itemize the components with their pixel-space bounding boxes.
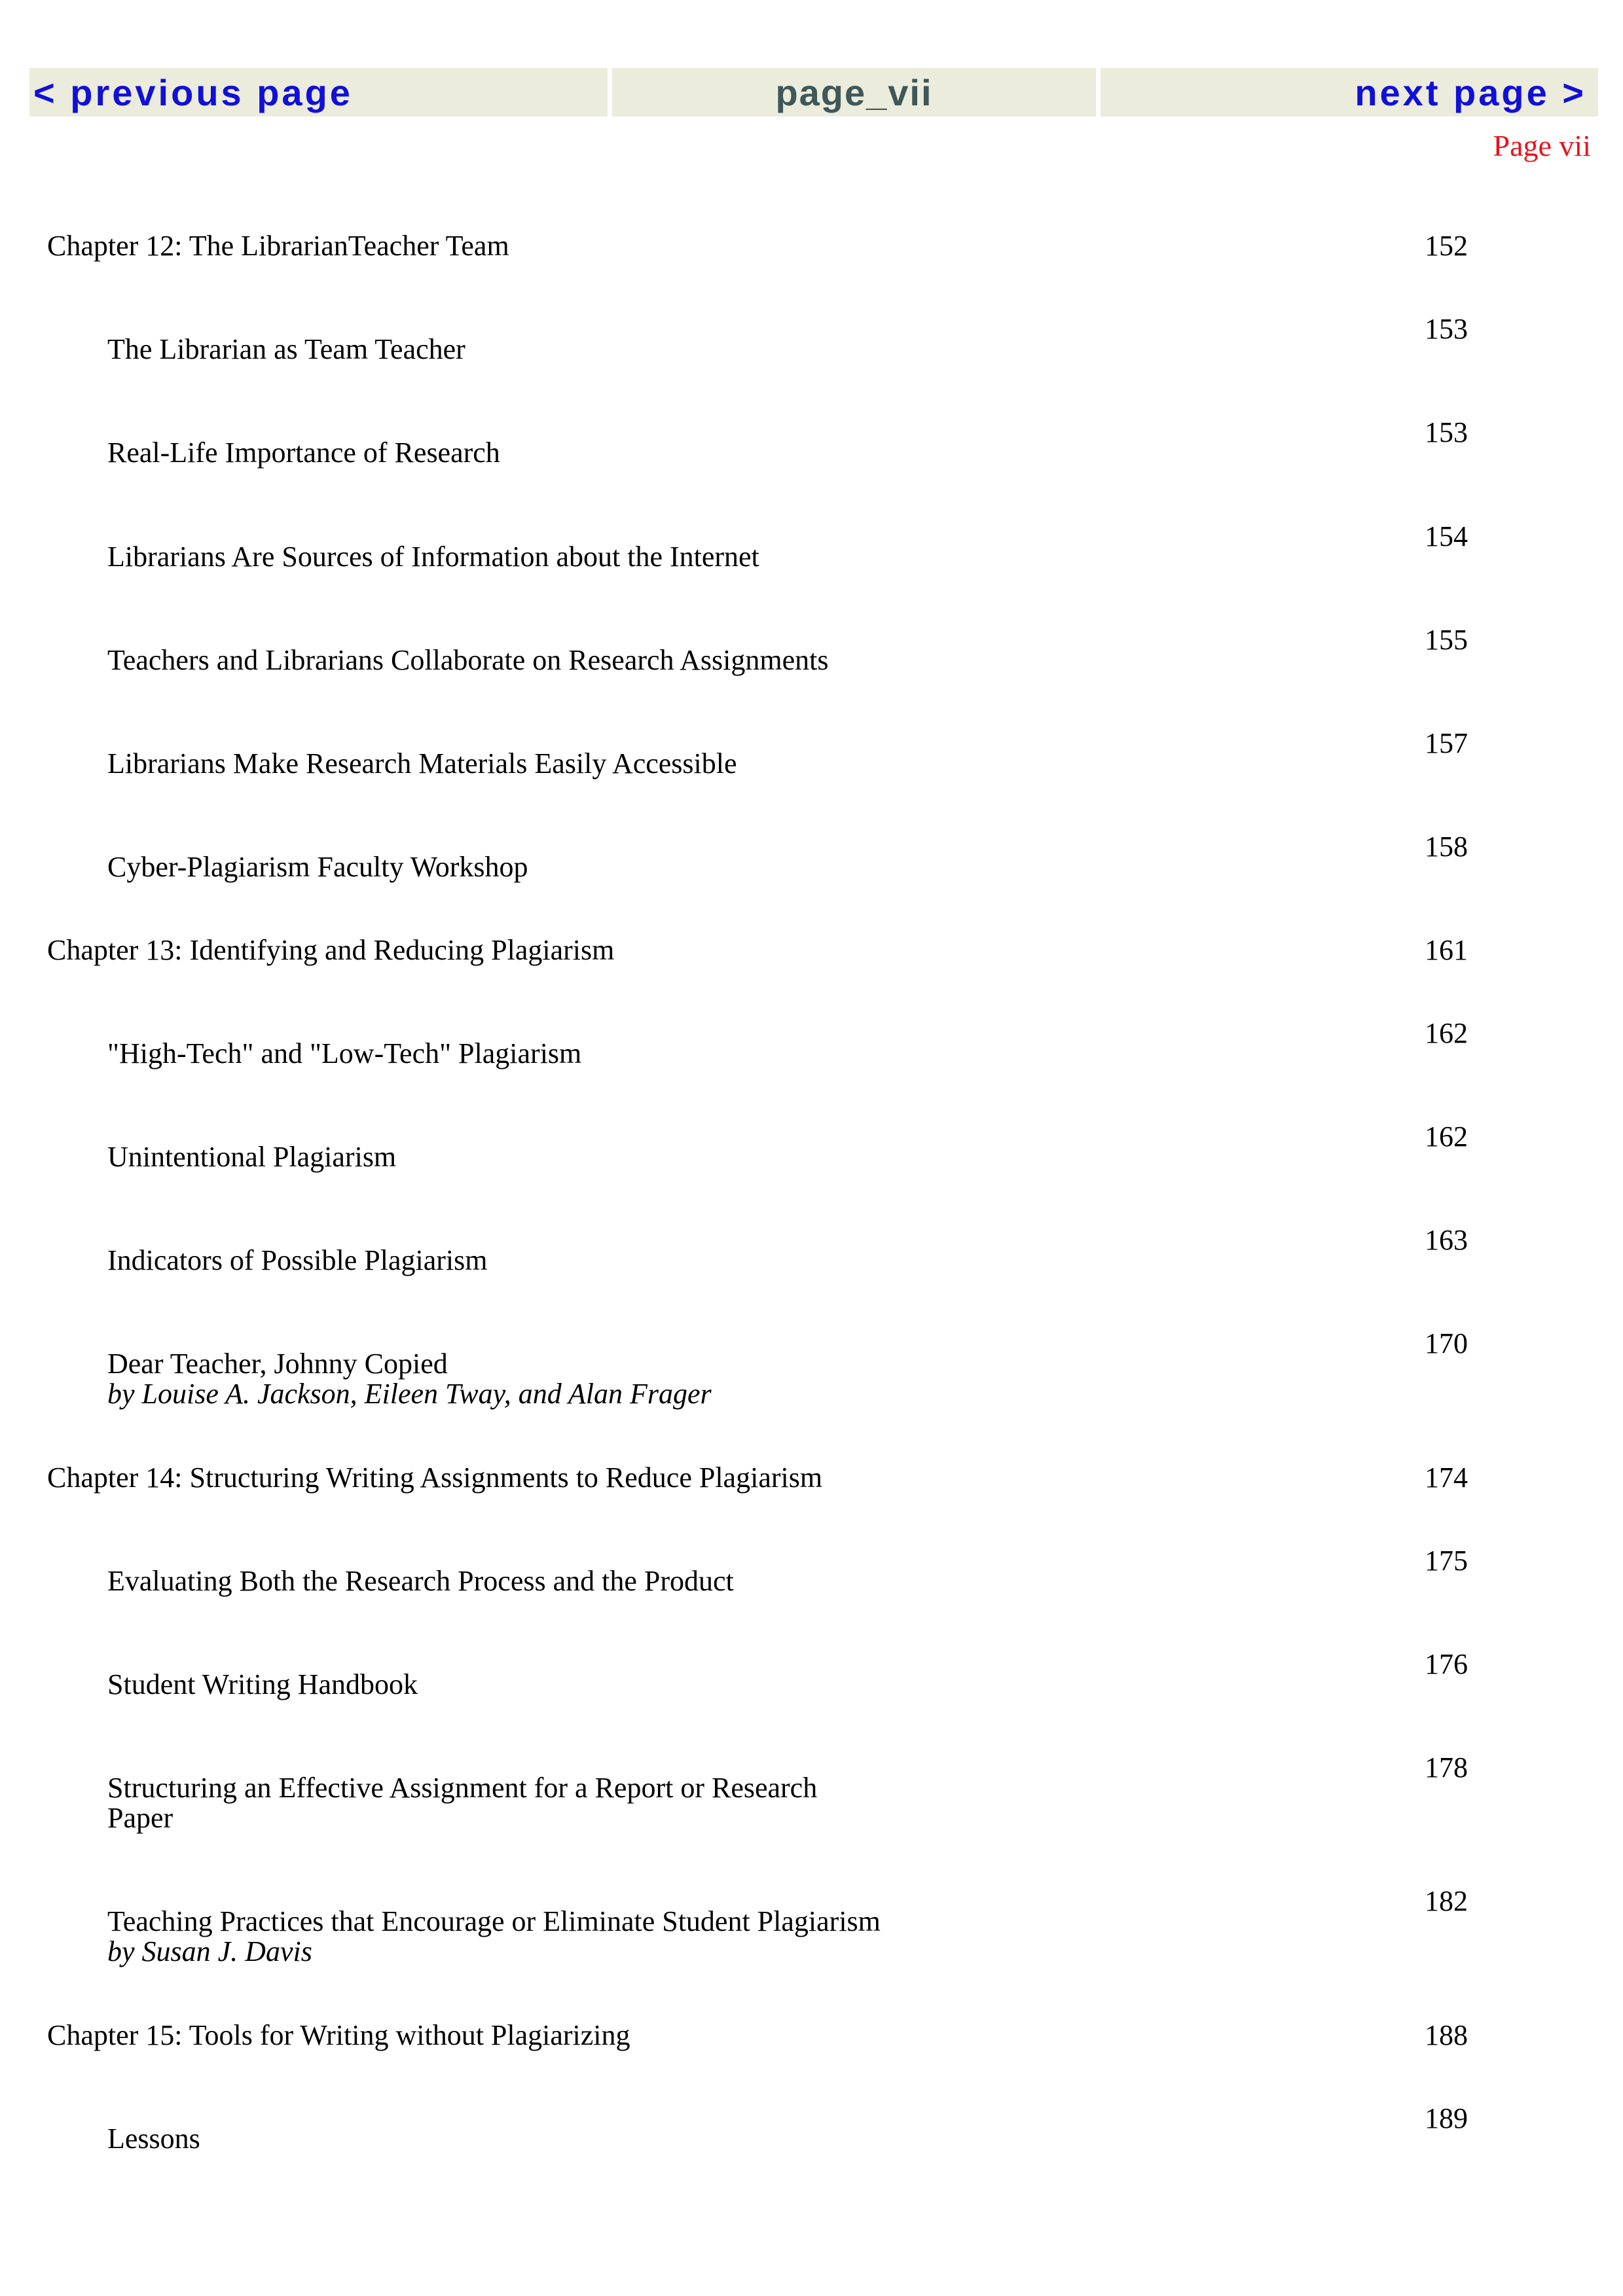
- toc-section-title: Student Writing Handbook: [107, 1668, 418, 1700]
- next-page-link[interactable]: next page >: [1355, 71, 1586, 113]
- toc-section-title: Dear Teacher, Johnny Copied: [107, 1348, 448, 1380]
- toc-section-title: Real-Life Importance of Research: [107, 437, 500, 469]
- toc-section-title: Librarians Make Research Materials Easily Accessible: [107, 747, 737, 780]
- toc-page-number: 158: [1425, 831, 1468, 863]
- toc-page-number: 155: [1425, 624, 1468, 656]
- toc-page-number: 162: [1425, 1017, 1468, 1049]
- toc-page-number: 182: [1425, 1885, 1468, 1917]
- previous-page-link[interactable]: < previous page: [33, 71, 353, 113]
- toc-page-number: 189: [1425, 2102, 1468, 2134]
- toc-entry-author: by Susan J. Davis: [107, 1935, 312, 1967]
- toc-section-title: Teaching Practices that Encourage or Eliminate Student Plagiarism: [107, 1905, 881, 1937]
- toc-section-title: Structuring an Effective Assignment for a Report or Research: [107, 1772, 818, 1804]
- toc-section-title: Lessons: [107, 2123, 200, 2155]
- toc-section-title: Unintentional Plagiarism: [107, 1141, 397, 1173]
- toc-chapter-title: Chapter 12: The LibrarianTeacher Team: [47, 230, 509, 262]
- toc-page-number: 154: [1425, 520, 1468, 552]
- toc-page-number: 153: [1425, 313, 1468, 345]
- toc-page-number: 175: [1425, 1545, 1468, 1577]
- toc-page-number: 178: [1425, 1751, 1468, 1784]
- toc-page-number: 157: [1425, 727, 1468, 759]
- toc-section-title: Indicators of Possible Plagiarism: [107, 1244, 488, 1276]
- toc-page-number: 174: [1425, 1462, 1468, 1494]
- toc-section-title: "High-Tech" and "Low-Tech" Plagiarism: [107, 1037, 582, 1069]
- toc-section-title: Cyber-Plagiarism Faculty Workshop: [107, 851, 528, 883]
- toc-entry-author: by Louise A. Jackson, Eileen Tway, and Alan Frager: [107, 1378, 712, 1410]
- toc-section-entry: [107, 1773, 817, 1833]
- toc-section-title-continued: Paper: [107, 1802, 173, 1834]
- toc-page-number: 170: [1425, 1327, 1468, 1359]
- page-id-label: page_vii: [612, 68, 1096, 117]
- toc-page-number: 176: [1425, 1648, 1468, 1680]
- toc-page-number: 162: [1425, 1121, 1468, 1153]
- toc-chapter-title: Chapter 13: Identifying and Reducing Plagiarism: [47, 934, 615, 966]
- toc-section-entry: [107, 1907, 881, 1967]
- toc-page-number: 188: [1425, 2019, 1468, 2051]
- toc-chapter-title: Chapter 14: Structuring Writing Assignments to Reduce Plagiarism: [47, 1462, 823, 1494]
- toc-section-title: The Librarian as Team Teacher: [107, 333, 465, 365]
- toc-section-title: Librarians Are Sources of Information about the Internet: [107, 541, 759, 573]
- toc-page-number: 163: [1425, 1224, 1468, 1256]
- toc-section-title: Evaluating Both the Research Process and the Product: [107, 1565, 734, 1597]
- toc-page-number: 161: [1425, 934, 1468, 966]
- toc-chapter-title: Chapter 15: Tools for Writing without Plagiarizing: [47, 2019, 630, 2051]
- page-number-label: Page vii: [1493, 129, 1591, 162]
- toc-section-title: Teachers and Librarians Collaborate on Research Assignments: [107, 644, 829, 676]
- toc-page-number: 152: [1425, 230, 1468, 262]
- toc-page-number: 153: [1425, 416, 1468, 448]
- toc-section-entry: [107, 1349, 712, 1409]
